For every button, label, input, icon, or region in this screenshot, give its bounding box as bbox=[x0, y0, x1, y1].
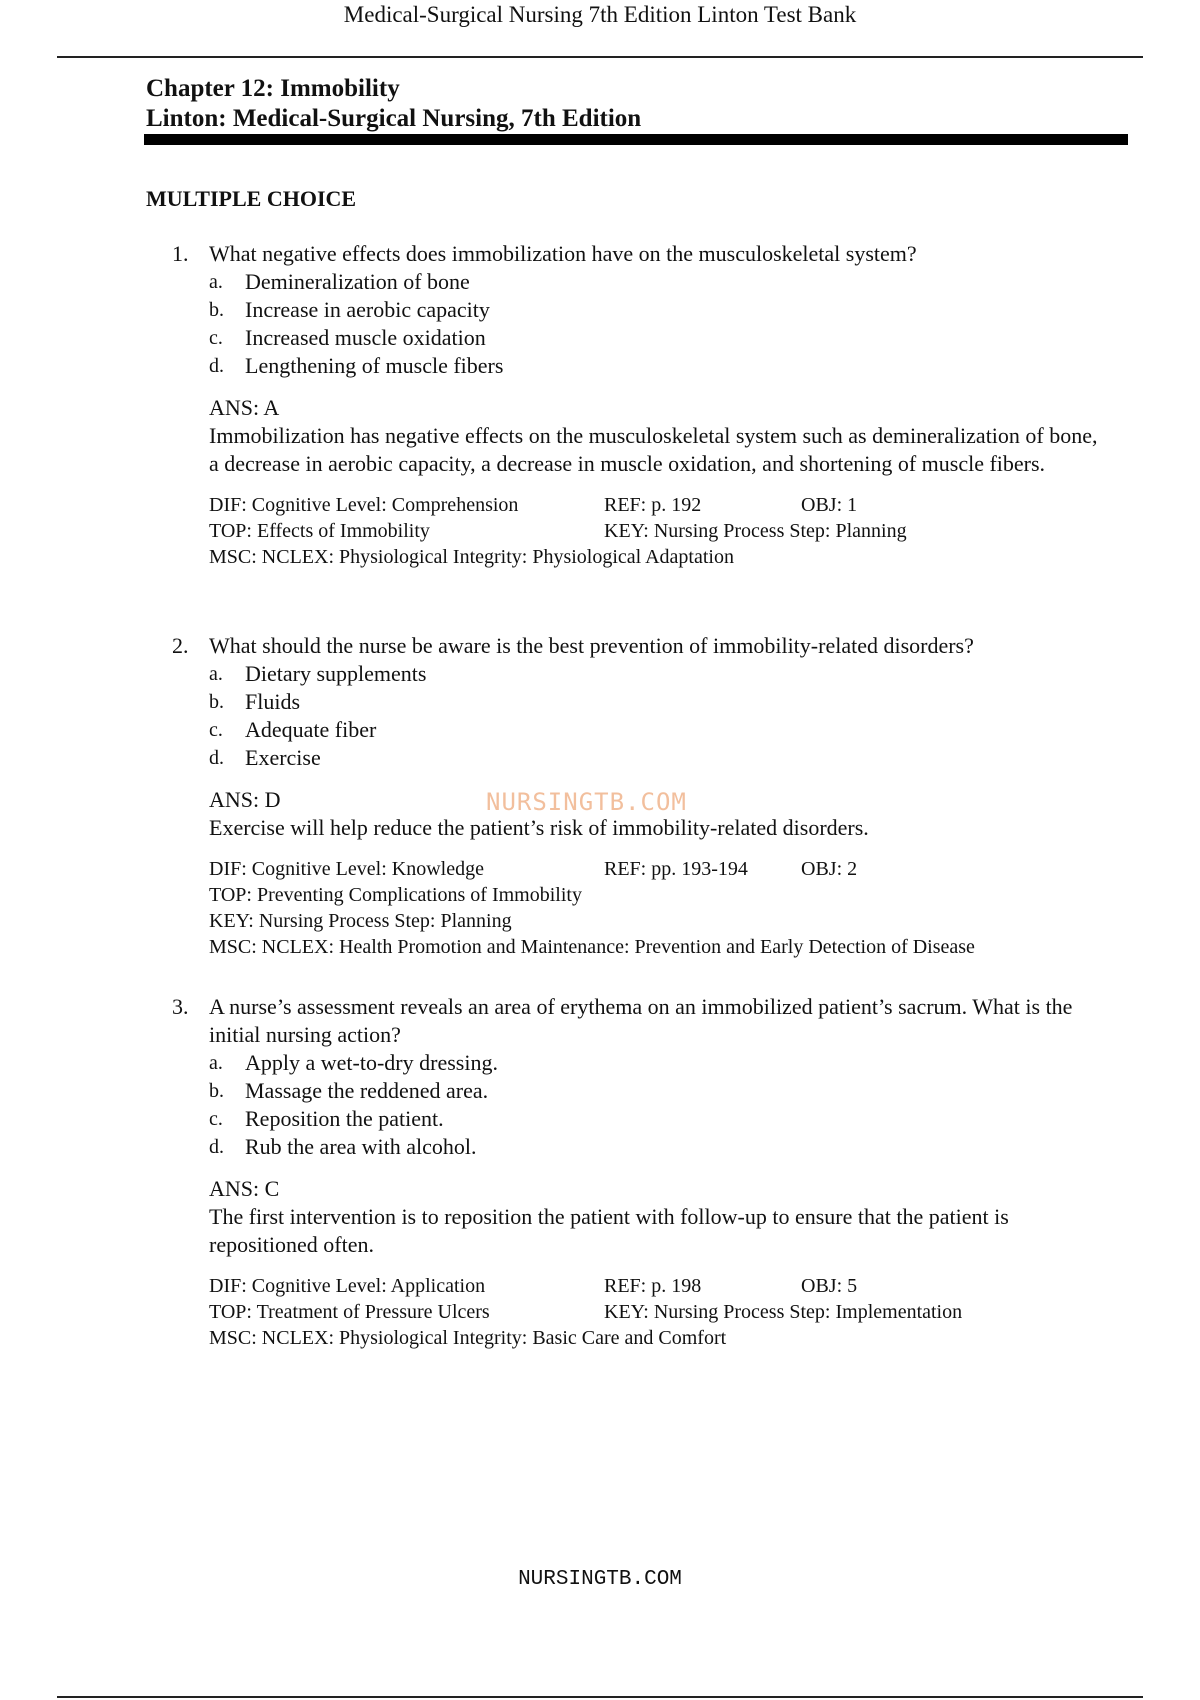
heading-rule bbox=[144, 134, 1128, 145]
answer: ANS: D bbox=[209, 787, 281, 812]
running-head: Medical-Surgical Nursing 7th Edition Linton Test Bank bbox=[343, 2, 857, 27]
option-c: c. Adequate fiber bbox=[209, 717, 377, 742]
option-d: d. Rub the area with alcohol. bbox=[209, 1134, 477, 1159]
book-title: Linton: Medical-Surgical Nursing, 7th Edition bbox=[146, 105, 642, 132]
question-number: 3. bbox=[172, 994, 189, 1019]
question-metadata: DIF: Cognitive Level: Knowledge REF: pp. 193-194 OBJ: 2 TOP: Preventing Complications of Immobility KEY: Nursing Process Step: Planning MSC: NCLEX: Health Promotion and Maintenance: Prevention and Early Detection of Disease bbox=[209, 858, 975, 958]
option-a: a. Apply a wet-to-dry dressing. bbox=[209, 1050, 498, 1075]
question-stem: A nurse’s assessment reveals an area of erythema on an immobilized patient’s sacrum. What is the initial nursing action? bbox=[209, 994, 1073, 1047]
section-label: MULTIPLE CHOICE bbox=[146, 186, 357, 211]
top-divider bbox=[57, 56, 1143, 58]
rationale: The first intervention is to reposition the patient with follow-up to ensure that the patient is repositioned often. bbox=[209, 1204, 1009, 1257]
watermark: NURSINGTB.COM bbox=[486, 788, 687, 816]
question-3 bbox=[172, 993, 1102, 1351]
option-d: d. Lengthening of muscle fibers bbox=[209, 353, 504, 378]
option-a: a. Dietary supplements bbox=[209, 661, 427, 686]
chapter-heading bbox=[146, 74, 641, 134]
rationale: Immobilization has negative effects on the musculoskeletal system such as demineralization of bone, a decrease in aerobic capacity, a decrease in muscle oxidation, and shortening of muscle fibers. bbox=[209, 423, 1098, 476]
question-metadata: DIF: Cognitive Level: Application REF: p. 198 OBJ: 5 TOP: Treatment of Pressure Ulcers KEY: Nursing Process Step: Implementation MSC: NCLEX: Physiological Integrity: Basic Care and Comfort bbox=[209, 1275, 963, 1349]
question-1 bbox=[172, 240, 1102, 570]
footer-text: NURSINGTB.COM bbox=[518, 1568, 682, 1591]
options-list bbox=[209, 268, 1102, 380]
option-d: d. Exercise bbox=[209, 745, 321, 770]
option-b: b. Increase in aerobic capacity bbox=[209, 297, 490, 322]
question-number: 1. bbox=[172, 241, 189, 266]
question-stem: What negative effects does immobilization have on the musculoskeletal system? bbox=[209, 241, 917, 266]
option-c: c. Reposition the patient. bbox=[209, 1106, 444, 1131]
option-b: b. Fluids bbox=[209, 689, 301, 714]
option-a: a. Demineralization of bone bbox=[209, 269, 470, 294]
answer: ANS: A bbox=[209, 395, 280, 420]
chapter-title: Chapter 12: Immobility bbox=[146, 75, 400, 102]
bottom-divider bbox=[57, 1696, 1143, 1698]
option-c: c. Increased muscle oxidation bbox=[209, 325, 486, 350]
question-metadata: DIF: Cognitive Level: Comprehension REF: p. 192 OBJ: 1 TOP: Effects of Immobility KEY: Nursing Process Step: Planning MSC: NCLEX: Physiological Integrity: Physiological Adaptation bbox=[209, 494, 907, 568]
options-list bbox=[209, 1049, 1102, 1161]
option-b: b. Massage the reddened area. bbox=[209, 1078, 489, 1103]
answer: ANS: C bbox=[209, 1176, 280, 1201]
rationale: Exercise will help reduce the patient’s risk of immobility-related disorders. bbox=[209, 815, 869, 840]
question-stem: What should the nurse be aware is the best prevention of immobility-related disorders? bbox=[209, 633, 974, 658]
question-number: 2. bbox=[172, 633, 189, 658]
options-list bbox=[209, 660, 1102, 772]
